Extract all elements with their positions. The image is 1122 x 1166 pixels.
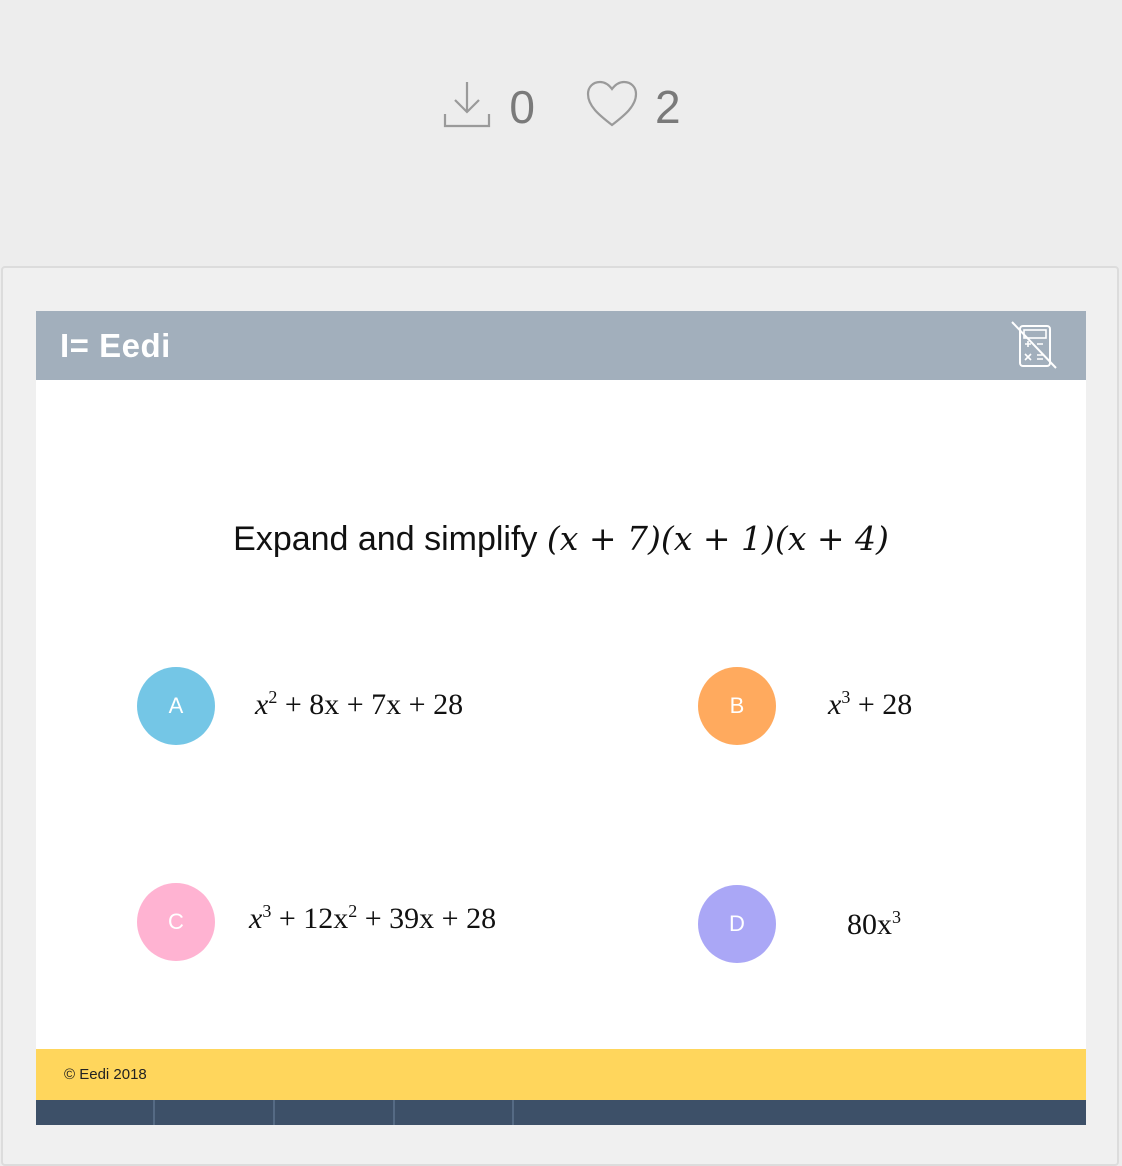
nav-divider <box>512 1100 514 1125</box>
heart-icon <box>585 79 639 134</box>
option-c-bubble[interactable]: C <box>137 883 215 961</box>
question-card <box>36 311 1086 1125</box>
download-count: 0 <box>509 80 535 133</box>
download-icon <box>441 78 493 135</box>
option-c[interactable] <box>137 883 215 961</box>
answer-c: $x^3 + 12x^2 + 39x + 28$ <box>249 901 497 935</box>
card-footer <box>36 1049 1086 1100</box>
like-stat[interactable] <box>585 79 681 134</box>
option-b-bubble[interactable]: B <box>698 667 776 745</box>
card-header <box>36 311 1086 380</box>
option-a[interactable] <box>137 667 215 745</box>
option-d-bubble[interactable]: D <box>698 885 776 963</box>
nav-divider <box>153 1100 155 1125</box>
option-a-bubble[interactable]: A <box>137 667 215 745</box>
top-clipped-text <box>330 0 580 6</box>
answer-b: $x^3 + 28$ <box>828 687 913 721</box>
eedi-logo: I= Eedi <box>60 327 171 364</box>
option-b[interactable] <box>698 667 776 745</box>
download-stat[interactable] <box>441 78 535 135</box>
answer-d: $80x^3$ <box>847 907 901 941</box>
option-d[interactable] <box>698 885 776 963</box>
bottom-nav-bar <box>36 1100 1086 1125</box>
answer-a: $x^2 + 8x + 7x + 28$ <box>255 687 464 721</box>
question-prompt: Expand and simplify <box>233 520 538 558</box>
stats-bar <box>0 78 1122 135</box>
question-expression: (x + 7)(x + 1)(x + 4) <box>546 519 889 558</box>
calculator-not-allowed-icon <box>1010 320 1058 375</box>
nav-divider <box>393 1100 395 1125</box>
copyright-text: © Eedi 2018 <box>64 1066 147 1083</box>
nav-divider <box>273 1100 275 1125</box>
question-text <box>36 519 1086 559</box>
like-count: 2 <box>655 80 681 133</box>
